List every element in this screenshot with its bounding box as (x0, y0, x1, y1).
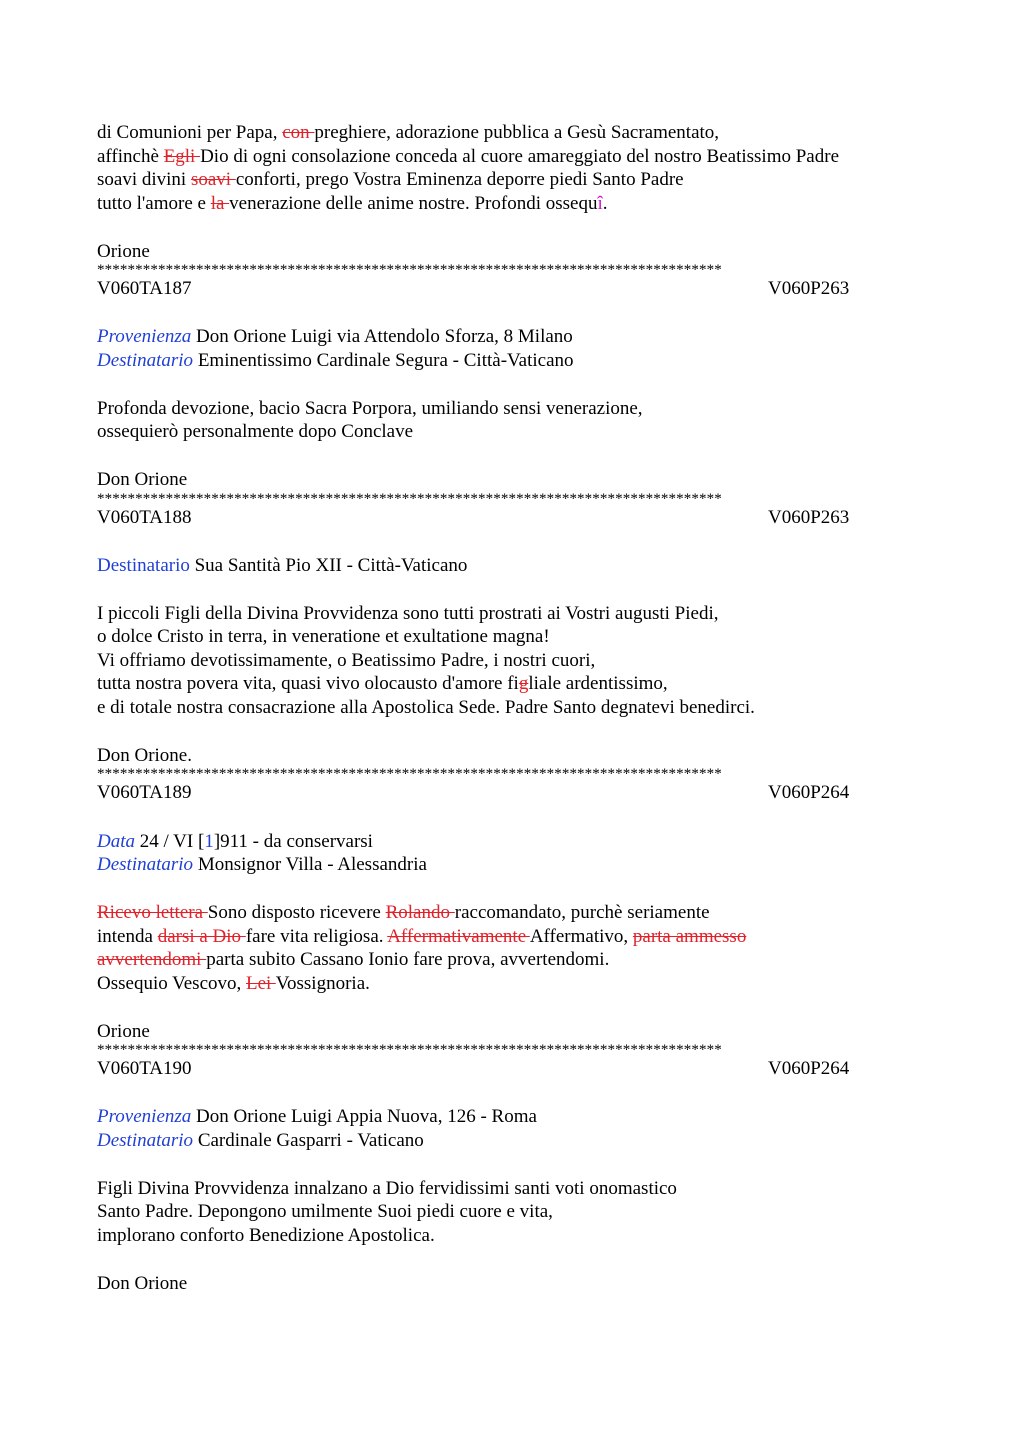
body-line: Profonda devozione, bacio Sacra Porpora, umiliando sensi venerazione, (97, 397, 643, 419)
separator: ********************************************************************************** (97, 767, 722, 782)
body-line: avvertendomi parta subito Cassano Ionio fare prova, avvertendomi. (97, 949, 610, 971)
entry-code-left: V060TA188 (97, 506, 192, 528)
destinatario-label: Destinatario (97, 1129, 194, 1151)
deleted-text: Rolando (385, 901, 455, 923)
intro-line-2: affinchè Egli Dio di ogni consolazione conceda al cuore amareggiato del nostro Beatissimo Padre (97, 145, 840, 167)
provenienza-label: Provenienza (97, 1106, 192, 1128)
body-line: Vi offriamo devotissimamente, o Beatissimo Padre, i nostri cuori, (97, 649, 596, 671)
destinatario-line: Destinatario Eminentissimo Cardinale Segura - Città-Vaticano (97, 349, 574, 371)
intro-line-4: tutto l'amore e la venerazione delle anime nostre. Profondi ossequî. (97, 192, 608, 214)
body-line: ossequierò personalmente dopo Conclave (97, 421, 414, 443)
intro-line-1: di Comunioni per Papa, con preghiere, adorazione pubblica a Gesù Sacramentato, (97, 122, 720, 143)
destinatario-line: Destinatario Monsignor Villa - Alessandria (97, 854, 427, 876)
intro-line-3: soavi divini soavi conforti, prego Vostra Eminenza deporre piedi Santo Padre (97, 169, 684, 191)
body-line: o dolce Cristo in terra, in veneratione et exultatione magna! (97, 626, 550, 648)
body-line: intenda darsi a Dio fare vita religiosa. Affermativamente Affermativo, parta ammesso (97, 925, 747, 947)
entry-code-right: V060P263 (768, 506, 850, 528)
inserted-text: 1 (204, 830, 214, 852)
entry-code-right: V060P264 (768, 782, 850, 804)
body-line: I piccoli Figli della Divina Provvidenza sono tutti prostrati ai Vostri augusti Piedi, (97, 602, 719, 624)
deleted-text: g (518, 673, 529, 695)
deleted-text: soavi (190, 169, 236, 191)
entry-code-right: V060P263 (768, 278, 850, 300)
provenienza-line: Provenienza Don Orione Luigi Appia Nuova, 126 - Roma (97, 1106, 537, 1128)
data-line: Data 24 / VI [1]911 - da conservarsi (97, 830, 373, 852)
body-line: implorano conforto Benedizione Apostolica. (97, 1224, 435, 1246)
signature: Orione (97, 1020, 150, 1042)
entry-header (97, 277, 927, 301)
provenienza-line: Provenienza Don Orione Luigi via Attendolo Sforza, 8 Milano (97, 326, 573, 348)
deleted-text: la (210, 192, 230, 214)
separator: ********************************************************************************** (97, 263, 722, 278)
destinatario-label: Destinatario (97, 349, 194, 371)
data-label: Data (97, 830, 135, 852)
entry-code-left: V060TA187 (97, 278, 192, 300)
body-line: Ossequio Vescovo, Lei Vossignoria. (97, 972, 370, 994)
deleted-text: darsi a Dio (157, 925, 246, 947)
deleted-text: parta ammesso (632, 925, 747, 947)
destinatario-label: Destinatario (97, 554, 190, 576)
document-page (97, 121, 927, 1295)
body-line: Santo Padre. Depongono umilmente Suoi piedi cuore e vita, (97, 1201, 553, 1223)
deleted-text: Affermativamente (387, 925, 530, 947)
entry-header (97, 781, 927, 805)
body-line: e di totale nostra consacrazione alla Apostolica Sede. Padre Santo degnatevi benedirci. (97, 697, 755, 719)
destinatario-line: Destinatario Sua Santità Pio XII - Città-Vaticano (97, 554, 468, 576)
deleted-text: con (282, 122, 315, 143)
separator: ********************************************************************************** (97, 1043, 722, 1058)
deleted-text: avvertendomi (97, 949, 207, 971)
entry-header (97, 506, 927, 530)
deleted-text: Ricevo lettera (97, 901, 208, 923)
body-line: Ricevo lettera Sono disposto ricevere Rolando raccomandato, purchè seriamente (97, 901, 710, 923)
inserted-text: î (597, 192, 603, 214)
signature: Don Orione (97, 469, 188, 491)
signature: Orione (97, 240, 150, 262)
separator: ********************************************************************************** (97, 491, 722, 506)
entry-code-left: V060TA190 (97, 1058, 192, 1080)
deleted-text: Egli (163, 145, 201, 167)
body-line: tutta nostra povera vita, quasi vivo olocausto d'amore figliale ardentissimo, (97, 673, 668, 695)
destinatario-line: Destinatario Cardinale Gasparri - Vaticano (97, 1129, 424, 1151)
signature: Don Orione. (97, 744, 192, 766)
destinatario-label: Destinatario (97, 854, 194, 876)
body-line: Figli Divina Provvidenza innalzano a Dio fervidissimi santi voti onomastico (97, 1177, 677, 1199)
entry-header (97, 1057, 927, 1081)
entry-code-right: V060P264 (768, 1058, 850, 1080)
provenienza-label: Provenienza (97, 326, 192, 348)
deleted-text: Lei (246, 972, 276, 994)
signature: Don Orione (97, 1272, 188, 1294)
entry-code-left: V060TA189 (97, 782, 192, 804)
